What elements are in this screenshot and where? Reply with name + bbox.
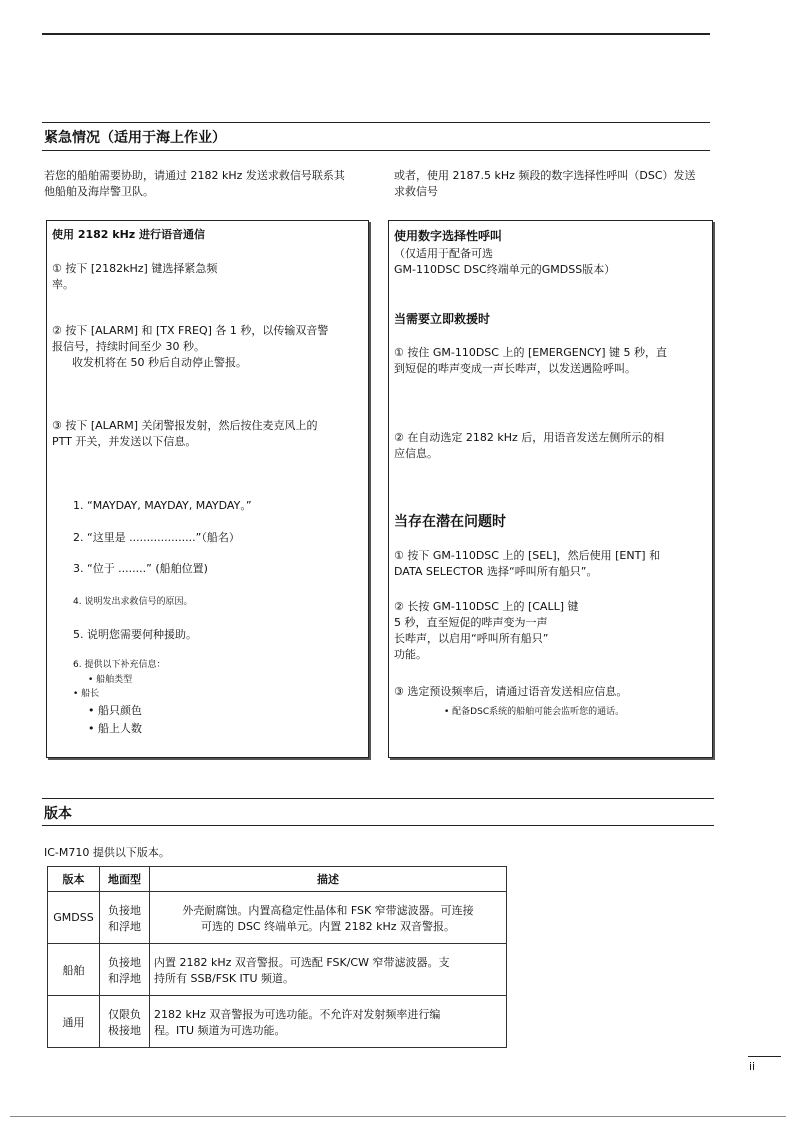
voice-step-2: ② 按下 [ALARM] 和 [TX FREQ] 各 1 秒，以传输双音警 报信号，持续时间至少 30 秒。 收发机将在 50 秒后自动停止警报。 bbox=[52, 323, 364, 371]
desc-cell: 2182 kHz 双音警报为可选功能。不允许对发射频率进行编 程。ITU 频道为可选功能。 bbox=[150, 996, 507, 1048]
desc-cell: 内置 2182 kHz 双音警报。可选配 FSK/CW 窄带滤波器。支 持所有 SSB/FSK ITU 频道。 bbox=[150, 944, 507, 996]
immediate-step-2: ② 在自动选定 2182 kHz 后，用语音发送左侧所示的相 应信息。 bbox=[394, 431, 665, 460]
table-row bbox=[48, 892, 507, 944]
versions-bottom-rule bbox=[42, 825, 714, 826]
message-2: 2. “这里是 ...................”（船名） bbox=[73, 531, 240, 544]
page-number-rule bbox=[748, 1056, 781, 1057]
desc-cell: 外壳耐腐蚀。内置高稳定性晶体和 FSK 窄带滤波器。可连接 可选的 DSC 终端单元。内置 2182 kHz 双音警报。 bbox=[150, 892, 507, 944]
ground-cell: 负接地 和浮地 bbox=[100, 892, 150, 944]
voice-heading: 使用 2182 kHz 进行语音通信 bbox=[52, 228, 206, 241]
potential-step-2: ② 长按 GM-110DSC 上的 [CALL] 键 5 秒，直至短促的哔声变为一声 长哔声，以启用“呼叫所有船只” 功能。 bbox=[394, 600, 579, 661]
message-1: 1. “MAYDAY, MAYDAY, MAYDAY。” bbox=[73, 499, 252, 512]
page-number: ii bbox=[749, 1060, 756, 1073]
top-rule bbox=[42, 33, 710, 35]
version-cell: 通用 bbox=[48, 996, 100, 1048]
voice-step-3: ③ 按下 [ALARM] 关闭警报发射，然后按住麦克风上的 PTT 开关，并发送以下信息。 bbox=[52, 419, 318, 448]
versions-title: 版本 bbox=[44, 806, 72, 822]
bottom-rule bbox=[10, 1116, 786, 1117]
versions-top-rule bbox=[42, 798, 714, 799]
versions-intro: IC-M710 提供以下版本。 bbox=[44, 846, 170, 859]
emergency-intro-left: 若您的船舶需要协助，请通过 2182 kHz 发送求救信号联系其 他船舶及海岸警卫队。 bbox=[44, 169, 345, 198]
potential-step-3: ③ 选定预设频率后，请通过语音发送相应信息。 bbox=[394, 685, 628, 698]
versions-table bbox=[47, 866, 507, 1048]
ground-cell: 负接地 和浮地 bbox=[100, 944, 150, 996]
col-header-version: 版本 bbox=[48, 867, 100, 892]
immediate-step-1: ① 按住 GM-110DSC 上的 [EMERGENCY] 键 5 秒，直 到短促的哔声变成一声长哔声，以发送遇险呼叫。 bbox=[394, 346, 667, 375]
ground-cell: 仅限负 极接地 bbox=[100, 996, 150, 1048]
message-3: 3. “位于 ........” (船舶位置) bbox=[73, 562, 208, 575]
emergency-title: 紧急情况（适用于海上作业） bbox=[44, 130, 226, 146]
dsc-heading: 使用数字选择性呼叫 bbox=[394, 229, 503, 243]
col-header-desc: 描述 bbox=[150, 867, 507, 892]
version-cell: 船舶 bbox=[48, 944, 100, 996]
info-vessel-type: • 船舶类型 bbox=[88, 675, 133, 685]
potential-step-1: ① 按下 GM-110DSC 上的 [SEL]，然后使用 [ENT] 和 DATA SELECTOR 选择“呼叫所有船只”。 bbox=[394, 549, 661, 578]
table-row bbox=[48, 996, 507, 1048]
dsc-sub-1: （仅适用于配备可选 bbox=[394, 247, 493, 260]
table-row bbox=[48, 944, 507, 996]
message-4: 4. 说明发出求救信号的原因。 bbox=[73, 597, 193, 607]
version-cell: GMDSS bbox=[48, 892, 100, 944]
emergency-bottom-rule bbox=[42, 150, 710, 151]
message-5: 5. 说明您需要何种援助。 bbox=[73, 628, 197, 641]
col-header-ground: 地面型 bbox=[100, 867, 150, 892]
info-persons-aboard: • 船上人数 bbox=[88, 722, 142, 735]
emergency-intro-right: 或者，使用 2187.5 kHz 频段的数字选择性呼叫（DSC）发送 求救信号 bbox=[394, 169, 696, 198]
potential-problem-heading: 当存在潜在问题时 bbox=[394, 514, 506, 530]
emergency-top-rule bbox=[42, 122, 710, 123]
dsc-procedure-box bbox=[388, 220, 713, 758]
voice-step-1: ① 按下 [2182kHz] 键选择紧急频 率。 bbox=[52, 262, 218, 291]
table-header-row bbox=[48, 867, 507, 892]
message-6: 6. 提供以下补充信息： bbox=[73, 660, 166, 670]
immediate-rescue-heading: 当需要立即救援时 bbox=[394, 312, 491, 326]
voice-step-2-note: 收发机将在 50 秒后自动停止警报。 bbox=[72, 356, 247, 369]
info-vessel-color: • 船只颜色 bbox=[88, 704, 142, 717]
info-captain: • 船长 bbox=[73, 689, 100, 699]
dsc-sub-2: GM-110DSC DSC终端单元的GMDSS版本） bbox=[394, 263, 616, 276]
potential-step-3-note: • 配备DSC系统的船舶可能会监听您的通话。 bbox=[444, 707, 625, 717]
